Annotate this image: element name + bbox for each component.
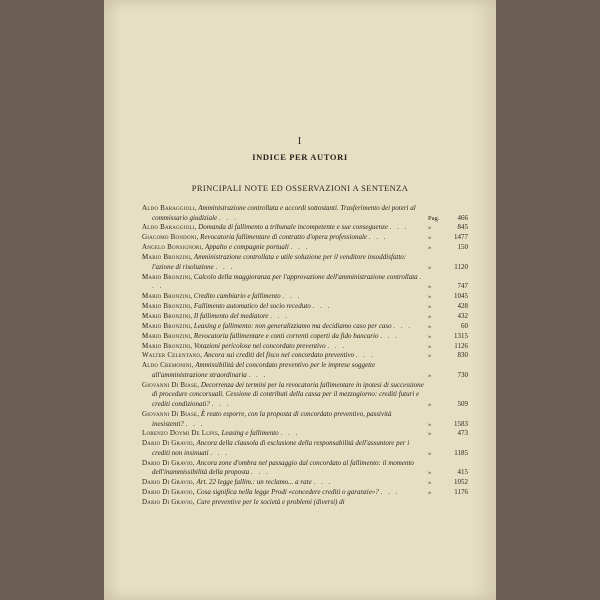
entry-text: Mario Bronzini, Revocatoria fallimentare e conti correnti coperti da fido bancario . . . [142, 331, 399, 340]
entry-page: 150 [457, 243, 468, 252]
entry-title: Ancora zone d'ombra nel passaggio dal concordato al fallimento: il momento dell'inammissibilità della proposta [152, 458, 414, 477]
index-entry [142, 292, 468, 302]
entry-ref [424, 312, 468, 322]
entry-page: 1185 [454, 448, 468, 457]
entry-title: Domanda di fallimento a tribunale incompetente e sue conseguenze [198, 223, 388, 232]
entry-text: Dario Di Gravio, Ancora zone d'ombra nel passaggio dal concordato al fallimento: il momento dell'inammissibilità della proposta . . . [142, 458, 414, 477]
index-entry [142, 439, 468, 458]
entry-ref [424, 223, 468, 233]
index-entry [142, 361, 468, 380]
entry-text: Mario Bronzini, Il fallimento del mediatore . . . [142, 311, 290, 320]
index-entry [142, 332, 468, 342]
entry-author: Mario Bronzini, [142, 311, 193, 320]
entry-ref [424, 233, 468, 243]
entry-prefix: » [428, 342, 432, 350]
entry-author: Mario Bronzini, [142, 292, 193, 301]
entry-title: Amministrazione controllata e accordi sottostanti. Trasferimento dei poteri al commissario giudiziale [152, 204, 416, 222]
entry-text: Walter Celentano, Ancora sui crediti del fisco nel concordato preventivo . . . [142, 351, 375, 360]
entry-title: Calcolo della maggioranza per l'approvazione dell'amministrazione controllata [193, 272, 418, 281]
index-entry [142, 410, 468, 429]
entry-prefix: » [428, 312, 432, 320]
index-entry [142, 478, 468, 488]
entry-prefix: » [428, 263, 432, 271]
entry-text: Giovanni Di Biase, Decorrenza dei termini per la revocatoria fallimentare in ipotesi di successione di procedure concorsuali. Cessione di contributi della cassa per il mezzogiorno: crediti futuri e crediti condizionati? . . . [142, 380, 424, 409]
entry-text: Dario Di Gravio, Cosa significa nella legge Prodi «concedere crediti o garanzie»? . . . [142, 488, 400, 497]
entry-text: Mario Bronzini, Calcolo della maggioranza per l'approvazione dell'amministrazione controllata . . . [142, 272, 424, 291]
entry-author: Aldo Cremonini, [142, 361, 194, 370]
entry-ref [424, 243, 468, 253]
index-entry [142, 243, 468, 253]
entry-page: 432 [457, 311, 468, 320]
entry-ref [424, 459, 468, 478]
entry-author: Lorenzo Doymi De Lupis, [142, 429, 220, 438]
entry-text: Lorenzo Doymi De Lupis, Leasing e fallimento . . . [142, 429, 300, 438]
index-entry [142, 459, 468, 478]
index-entry [142, 273, 468, 292]
entry-author: Dario Di Gravio, [142, 488, 195, 497]
entry-author: Aldo Baraggioli, [142, 223, 197, 232]
entry-ref [424, 381, 468, 410]
entry-title: Ancora sui crediti del fisco nel concordato preventivo [203, 351, 355, 360]
entry-author: Dario Di Gravio, [142, 478, 195, 487]
entry-ref [424, 478, 468, 488]
entry-prefix: » [428, 234, 432, 242]
entry-title: Amministrazione controllata e utile soluzione per il venditore insoddisfatto: l'azione di risoluzione [152, 253, 407, 271]
entry-page: 830 [457, 351, 468, 360]
entry-text: Dario Di Gravio, Ancora della clausola di esclusione della responsabilità dell'assuntore per i crediti non insinuati . . . [142, 439, 410, 457]
entry-text: Aldo Cremonini, Ammissibilità del concordato preventivo per le imprese soggette all'amministrazione straordinaria . . . [142, 361, 376, 379]
entry-author: Giovanni Di Biase, [142, 409, 200, 418]
entry-text: Mario Bronzini, Fallimento automatico del socio receduto . . . [142, 302, 332, 311]
entry-page: 1583 [454, 419, 468, 428]
entry-page: 415 [457, 468, 468, 477]
entry-text: Aldo Baraggioli, Domanda di fallimento a tribunale incompetente e sue conseguenze . . . [142, 223, 409, 232]
entry-prefix: » [428, 332, 432, 340]
index-entry [142, 351, 468, 361]
entry-prefix: » [428, 244, 432, 252]
entry-text: Aldo Baraggioli, Amministrazione controllata e accordi sottostanti. Trasferimento dei poteri al commissario giudiziale . . . [142, 204, 416, 222]
entry-page: 509 [457, 400, 468, 409]
entry-page: 466 [457, 213, 468, 222]
entry-author: Mario Bronzini, [142, 272, 193, 281]
entry-page: 60 [461, 321, 468, 330]
index-entry [142, 204, 468, 223]
index-entry [142, 312, 468, 322]
section-number: I [297, 136, 303, 147]
entry-prefix: » [428, 469, 432, 477]
entry-page: 473 [457, 429, 468, 438]
entry-title: Fallimento automatico del socio receduto [193, 302, 311, 311]
entry-author: Angelo Bonsignori, [142, 243, 204, 252]
entry-title: Cosa significa nella legge Prodi «concedere crediti o garanzie»? [196, 488, 379, 497]
entry-text: Mario Bronzini, Votazioni pericolose nel concordato preventivo . . . [142, 341, 347, 350]
entry-author: Mario Bronzini, [142, 321, 193, 330]
index-entry [142, 302, 468, 312]
entry-ref [424, 253, 468, 272]
entry-author: Walter Celentano, [142, 351, 203, 360]
book-page [104, 0, 496, 600]
entry-prefix: » [428, 283, 432, 291]
entry-author: Mario Bronzini, [142, 302, 193, 311]
entry-page: 1176 [454, 488, 468, 497]
entry-text: Mario Bronzini, Credito cambiario e fallimento . . . [142, 292, 302, 301]
index-entry [142, 381, 468, 410]
entry-ref [424, 351, 468, 361]
entry-title: Ancora della clausola di esclusione della responsabilità dell'assuntore per i crediti non insinuati [152, 439, 410, 457]
entry-author: Dario Di Gravio, [142, 439, 195, 448]
entry-page: 845 [457, 223, 468, 232]
entry-prefix: » [428, 293, 432, 301]
index-title: INDICE PER AUTORI [252, 152, 348, 162]
entry-ref [424, 273, 468, 292]
entry-title: Revocatoria fallimentare e conti correnti coperti da fido bancario [193, 331, 379, 340]
entry-ref [424, 498, 468, 508]
entry-page: 1045 [454, 292, 468, 301]
entry-prefix: Pag. [428, 214, 440, 222]
entry-text: Angelo Bonsignori, Appalto e compagnie portuali . . . [142, 243, 310, 252]
entry-text: Giovanni Di Biase, È reato esporre, con la proposta di concordato preventivo, passività inesistenti? . . . [142, 409, 392, 428]
entry-title: Decorrenza dei termini per la revocatoria fallimentare in ipotesi di successione di procedure concorsuali. Cessione di contributi della cassa per il mezzogiorno: crediti futuri e crediti condizionati? [152, 380, 424, 409]
entry-author: Dario Di Gravio, [142, 498, 195, 507]
entry-ref [424, 332, 468, 342]
entry-ref [424, 302, 468, 312]
entry-title: Votazioni pericolose nel concordato preventivo [193, 341, 326, 350]
entry-prefix: » [428, 322, 432, 330]
entry-ref [424, 410, 468, 429]
entry-author: Giovanni Di Biase, [142, 380, 200, 389]
entry-ref [424, 488, 468, 498]
entry-ref [424, 342, 468, 352]
entry-ref [424, 322, 468, 332]
entry-ref [424, 361, 468, 380]
entry-text: Mario Bronzini, Leasing e fallimento: non generalizziamo ma decidiamo caso per caso . . . [142, 321, 413, 330]
entry-title: Leasing e fallimento [221, 429, 279, 438]
entry-page: 747 [457, 282, 468, 291]
index-entry [142, 342, 468, 352]
index-entry [142, 429, 468, 439]
entry-prefix: » [428, 401, 432, 409]
entry-title: Leasing e fallimento: non generalizziamo ma decidiamo caso per caso [193, 321, 392, 330]
entry-prefix: » [428, 479, 432, 487]
index-entry [142, 322, 468, 332]
entry-author: Giacomo Bondoni, [142, 233, 199, 242]
entry-text: Dario Di Gravio, Art. 22 legge fallim.: un reclamo... a rate . . . [142, 478, 333, 487]
entry-ref [424, 439, 468, 458]
entry-author: Mario Bronzini, [142, 253, 193, 262]
entry-ref [424, 292, 468, 302]
entry-author: Dario Di Gravio, [142, 458, 195, 467]
entry-page: 428 [457, 302, 468, 311]
entry-prefix: » [428, 352, 432, 360]
entry-prefix: » [428, 449, 432, 457]
entry-prefix: » [428, 420, 432, 428]
entry-author: Mario Bronzini, [142, 331, 193, 340]
index-entry [142, 498, 468, 508]
entry-text: Mario Bronzini, Amministrazione controllata e utile soluzione per il venditore insoddisfatto: l'azione di risoluzione . . . [142, 253, 407, 271]
index-entry [142, 253, 468, 272]
entry-page: 1477 [454, 233, 468, 242]
entry-ref [424, 429, 468, 439]
entry-page: 730 [457, 370, 468, 379]
entry-page: 1315 [454, 331, 468, 340]
entry-prefix: » [428, 224, 432, 232]
index-entry [142, 488, 468, 498]
index-entry [142, 233, 468, 243]
entry-page: 1126 [454, 341, 468, 350]
entry-text [142, 498, 424, 508]
entry-title: Credito cambiario e fallimento [193, 292, 281, 301]
entry-prefix: » [428, 303, 432, 311]
entry-ref [424, 204, 468, 223]
entry-text: Giacomo Bondoni, Revocatoria fallimentare di contratto d'opera professionale . . . [142, 233, 388, 242]
entry-author: Aldo Baraggioli, [142, 204, 197, 212]
entry-author: Mario Bronzini, [142, 341, 193, 350]
entry-page: 1120 [454, 262, 468, 271]
index-entry [142, 223, 468, 233]
entry-title: Il fallimento del mediatore [193, 311, 269, 320]
entry-title: Art. 22 legge fallim.: un reclamo... a rate [196, 478, 312, 487]
entry-page: 1052 [454, 478, 468, 487]
entry-prefix: » [428, 371, 432, 379]
entry-title: Appalto e compagnie portuali [205, 243, 289, 252]
entry-prefix: » [428, 489, 432, 497]
entry-title: Cure preventive per le società e problemi (diversi) di [196, 498, 345, 507]
entry-list [142, 204, 468, 508]
entry-prefix: » [428, 430, 432, 438]
entry-title: Ammissibilità del concordato preventivo per le imprese soggette all'amministrazione straordinaria [152, 361, 376, 379]
section-title: PRINCIPALI NOTE ED OSSERVAZIONI A SENTENZA [191, 183, 409, 193]
entry-title: È reato esporre, con la proposta di concordato preventivo, passività inesistenti? [152, 409, 392, 428]
entry-title: Revocatoria fallimentare di contratto d'opera professionale [200, 233, 367, 242]
